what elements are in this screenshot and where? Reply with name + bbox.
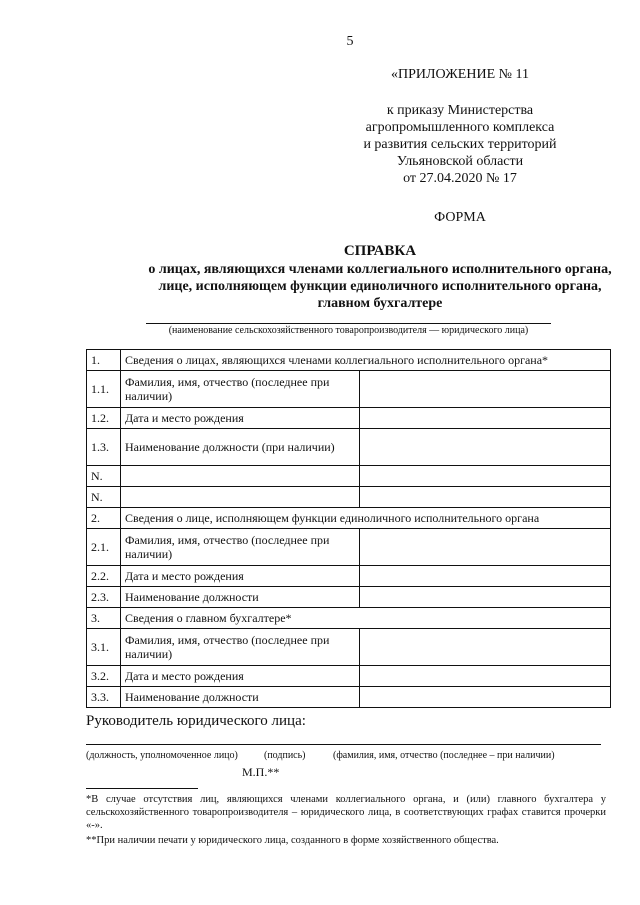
- row-number: 2.2.: [87, 566, 121, 587]
- row-label: Фамилия, имя, отчество (последнее при наличии): [121, 529, 360, 566]
- row-label[interactable]: [121, 466, 360, 487]
- table-row: [87, 608, 611, 629]
- order-line: к приказу Министерства: [386, 103, 534, 118]
- table-row: [87, 487, 611, 508]
- value-cell[interactable]: [360, 587, 611, 608]
- row-number: 1.: [87, 350, 121, 371]
- row-label: Фамилия, имя, отчество (последнее при наличии): [121, 629, 360, 666]
- table-row: [87, 350, 611, 371]
- table-row: [87, 408, 611, 429]
- row-number: 3.2.: [87, 666, 121, 687]
- order-reference: [300, 102, 620, 187]
- appendix-label: «ПРИЛОЖЕНИЕ № 11: [391, 67, 529, 82]
- order-line: и развития сельских территорий: [363, 137, 557, 152]
- section-header: Сведения о лицах, являющихся членами коллегиального исполнительного органа*: [121, 350, 611, 371]
- value-cell[interactable]: [360, 466, 611, 487]
- row-label: Фамилия, имя, отчество (последнее при наличии): [121, 371, 360, 408]
- org-name-caption: (наименование сельскохозяйственного товаропроизводителя — юридического лица): [168, 325, 529, 336]
- value-cell[interactable]: [360, 529, 611, 566]
- row-number: 1.1.: [87, 371, 121, 408]
- section-header: Сведения о лице, исполняющем функции единоличного исполнительного органа: [121, 508, 611, 529]
- subtitle-line: о лицах, являющихся членами коллегиального исполнительного органа,: [148, 262, 612, 277]
- stamp-placeholder: М.П.**: [242, 765, 280, 779]
- footnote-2: **При наличии печати у юридического лица, созданного в форме хозяйственного общества.: [86, 835, 499, 846]
- row-number: 2.: [87, 508, 121, 529]
- document-title: СПРАВКА: [343, 243, 417, 259]
- position-caption: (должность, уполномоченное лицо): [86, 750, 238, 761]
- table-row: [87, 587, 611, 608]
- page-number: 5: [346, 34, 354, 49]
- signature-caption: (подпись): [264, 750, 306, 761]
- row-label: Наименование должности: [121, 587, 360, 608]
- footnote-1: *В случае отсутствия лиц, являющихся членами коллегиального органа, и (или) главного бухгалтера у сельскохозяйственного товаропроизводителя – юридического лица, в соответствующих графах ставится прочерки «-».: [86, 794, 606, 831]
- org-name-field[interactable]: [146, 323, 551, 324]
- value-cell[interactable]: [360, 408, 611, 429]
- subtitle-line: главном бухгалтере: [317, 296, 443, 311]
- order-line: Ульяновской области: [396, 154, 524, 169]
- fio-caption: (фамилия, имя, отчество (последнее – при наличии): [333, 750, 555, 761]
- table-row: [87, 466, 611, 487]
- section-header: Сведения о главном бухгалтере*: [121, 608, 611, 629]
- order-line: от 27.04.2020 № 17: [403, 171, 517, 186]
- table-row: [87, 629, 611, 666]
- value-cell[interactable]: [360, 666, 611, 687]
- table-row: [87, 371, 611, 408]
- row-label: Наименование должности (при наличии): [121, 429, 360, 466]
- row-number: 2.3.: [87, 587, 121, 608]
- value-cell[interactable]: [360, 566, 611, 587]
- value-cell[interactable]: [360, 429, 611, 466]
- row-number: 1.3.: [87, 429, 121, 466]
- table-row: [87, 429, 611, 466]
- form-label: ФОРМА: [434, 210, 486, 225]
- row-label: Дата и место рождения: [121, 408, 360, 429]
- value-cell[interactable]: [360, 371, 611, 408]
- signature-line[interactable]: [86, 744, 601, 745]
- info-table: [86, 349, 611, 708]
- table-row: [87, 508, 611, 529]
- document-subtitle: [90, 261, 640, 312]
- value-cell[interactable]: [360, 629, 611, 666]
- table-row: [87, 687, 611, 708]
- table-row: [87, 566, 611, 587]
- table-row: [87, 529, 611, 566]
- row-number: 1.2.: [87, 408, 121, 429]
- value-cell[interactable]: [360, 487, 611, 508]
- row-number: 3.3.: [87, 687, 121, 708]
- row-number: N.: [87, 466, 121, 487]
- row-label: Дата и место рождения: [121, 566, 360, 587]
- subtitle-line: лице, исполняющем функции единоличного исполнительного органа,: [158, 279, 602, 294]
- row-number: 2.1.: [87, 529, 121, 566]
- row-number: 3.: [87, 608, 121, 629]
- row-label: Наименование должности: [121, 687, 360, 708]
- footnote-divider: [86, 788, 198, 789]
- order-line: агропромышленного комплекса: [365, 120, 555, 135]
- row-label[interactable]: [121, 487, 360, 508]
- value-cell[interactable]: [360, 687, 611, 708]
- table-row: [87, 666, 611, 687]
- row-number: N.: [87, 487, 121, 508]
- row-number: 3.1.: [87, 629, 121, 666]
- signature-title: Руководитель юридического лица:: [86, 713, 306, 729]
- row-label: Дата и место рождения: [121, 666, 360, 687]
